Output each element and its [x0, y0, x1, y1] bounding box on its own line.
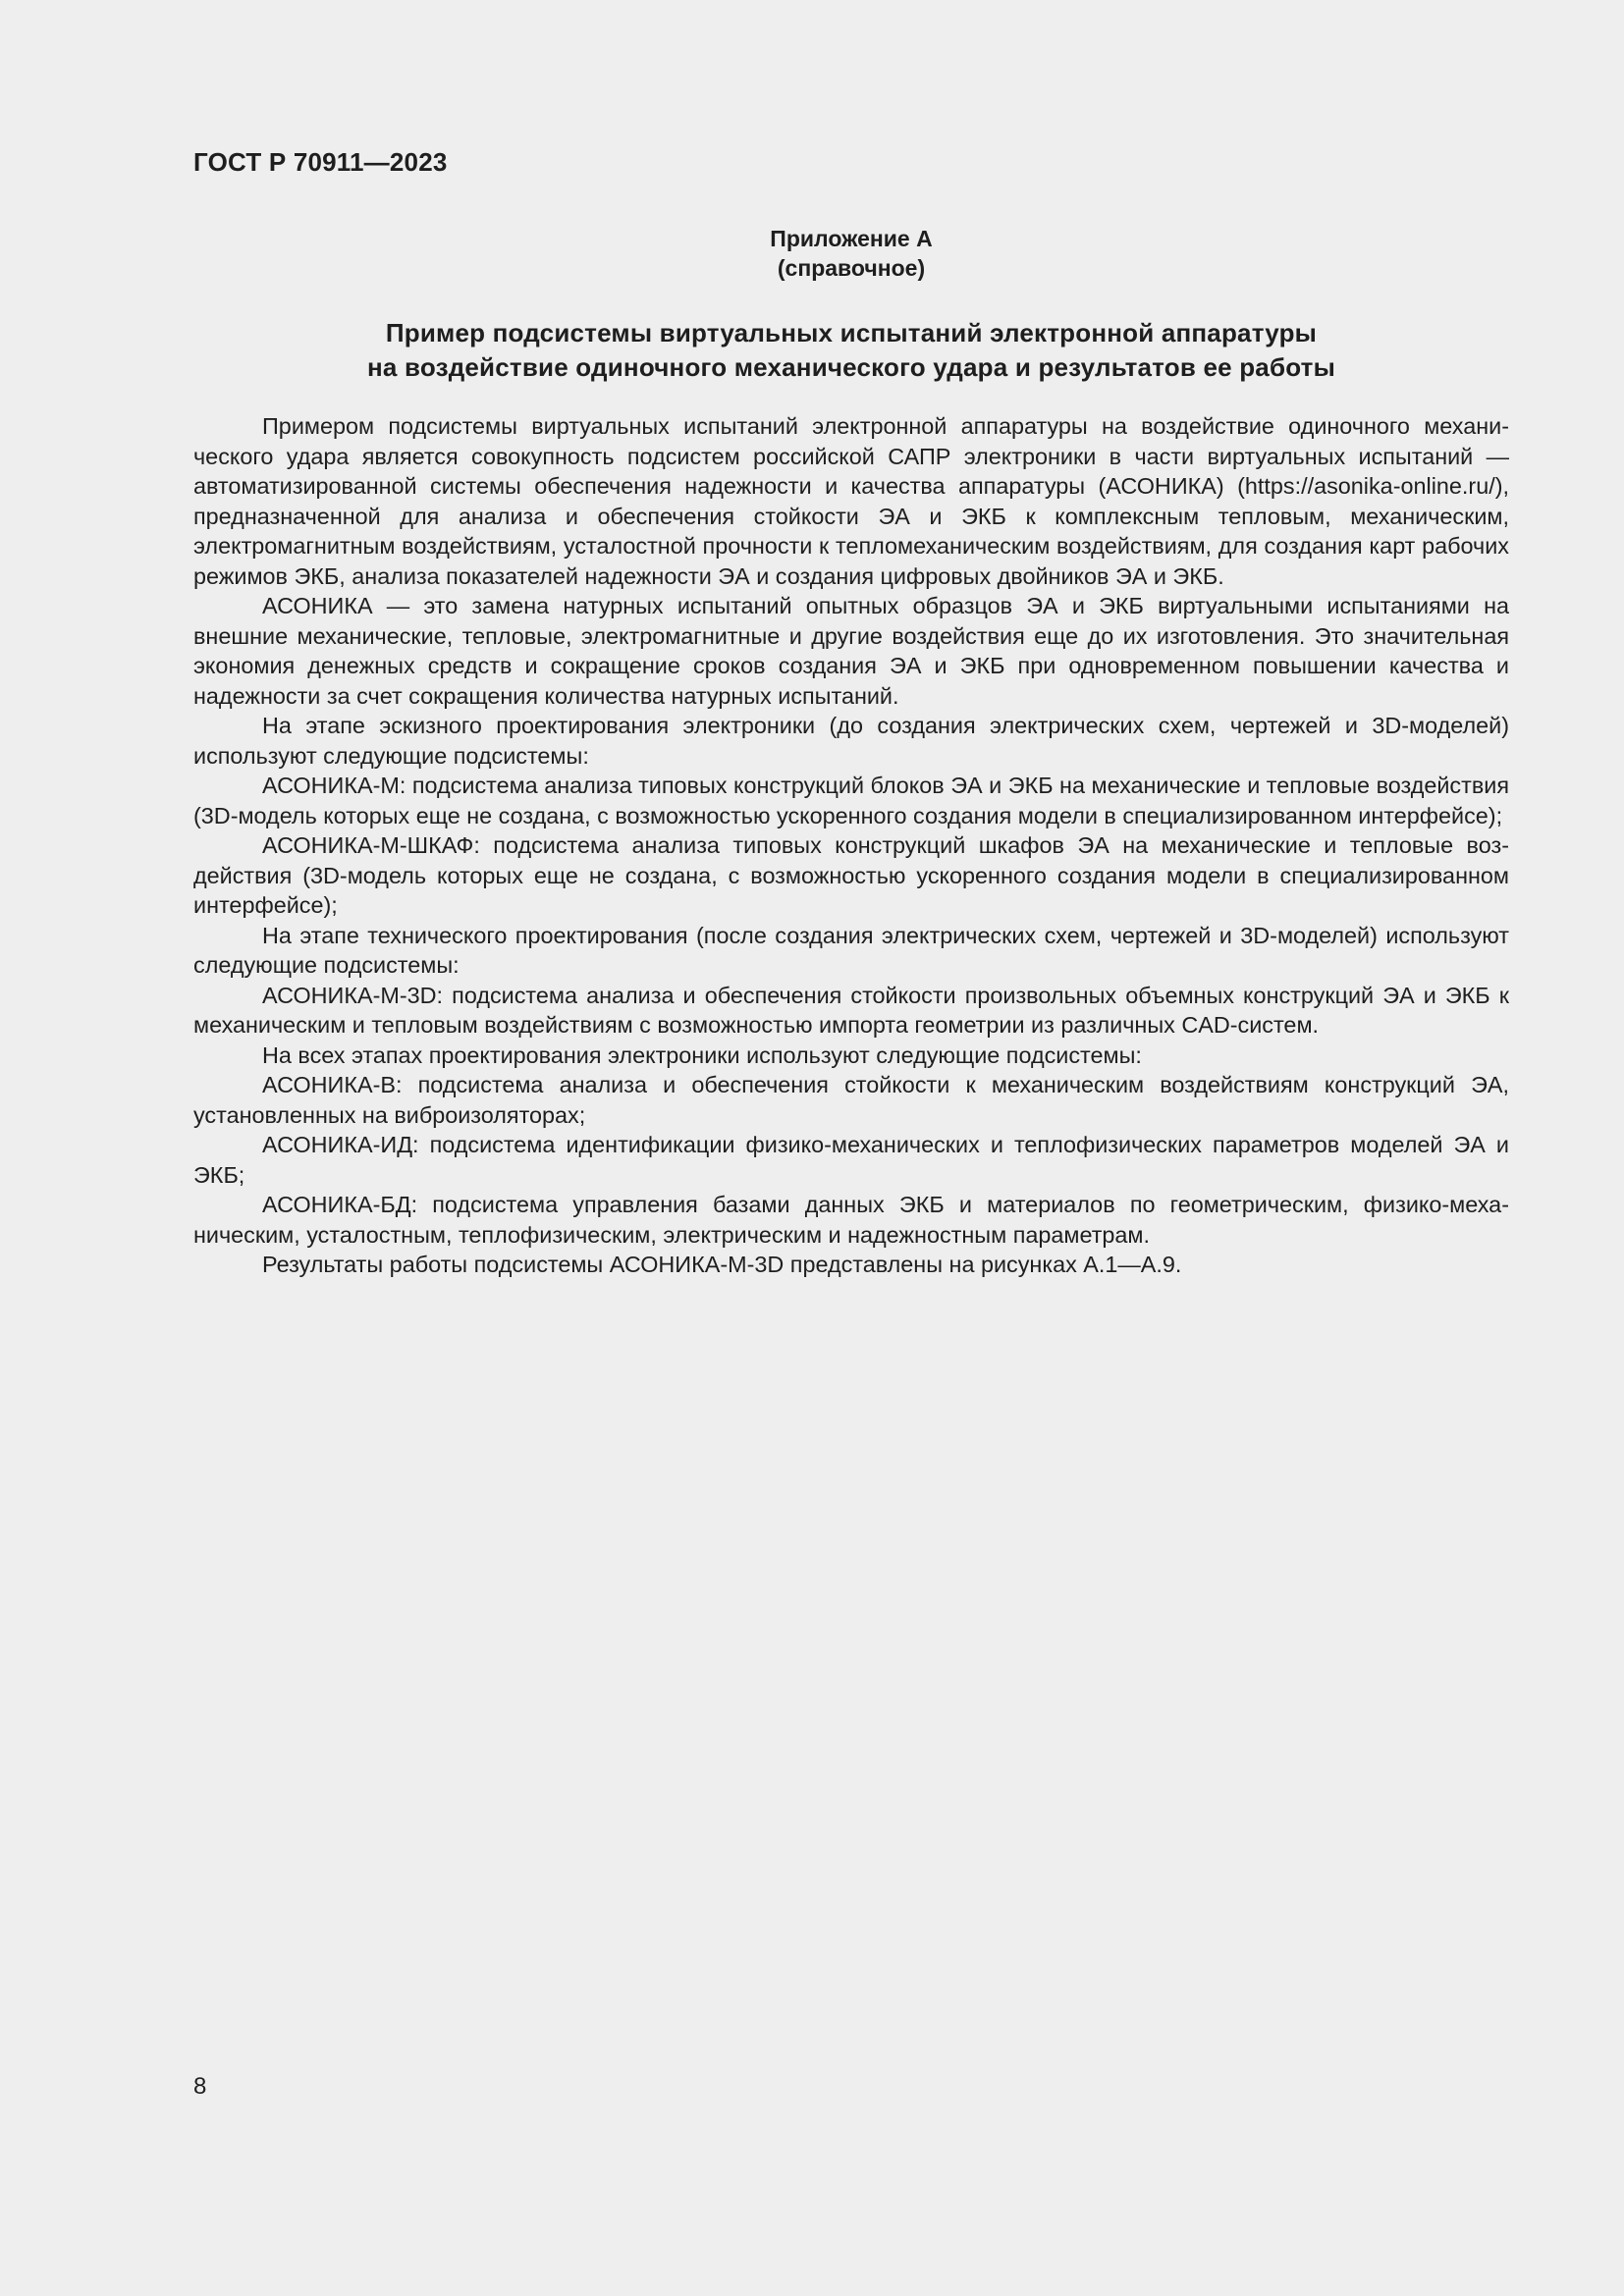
paragraph: АСОНИКА-ИД: подсистема идентификации физико-механических и теплофизических параметров моделей ЭА и ЭКБ;	[193, 1132, 1509, 1188]
paragraph: АСОНИКА — это замена натурных испытаний опытных образцов ЭА и ЭКБ виртуальными испытаниями на внешние механические, тепловые, электромагнитные и другие воздействия еще до их изготовления. Это значительная экономия денежных средств и сокращение сроков создания ЭА и ЭКБ при одновременном повышении качества и надежности за счет сокращения количества натурных испытаний.	[193, 593, 1509, 709]
annex-title-line-1: Пример подсистемы виртуальных испытаний электронной аппаратуры	[385, 318, 1318, 347]
paragraph: АСОНИКА-БД: подсистема управления базами данных ЭКБ и материалов по геометрическим, физико-механическим, усталостным, теплофизическим, электрическим и надежностным параметрам.	[193, 1192, 1509, 1248]
annex-type: (справочное)	[777, 255, 926, 281]
paragraph: На этапе эскизного проектирования электроники (до создания электрических схем, чертежей и 3D-моделей) используют следующие подсистемы:	[193, 713, 1509, 769]
paragraph: Результаты работы подсистемы АСОНИКА-М-3D представлены на рисунках А.1—А.9.	[262, 1252, 1182, 1277]
annex-title-line-2: на воздействие одиночного механического удара и результатов ее работы	[367, 352, 1335, 382]
body-text	[193, 411, 1509, 1280]
annex-title	[193, 316, 1509, 385]
annex-heading	[193, 224, 1509, 283]
annex-label: Приложение А	[770, 226, 933, 251]
paragraph: Примером подсистемы виртуальных испытаний электронной аппаратуры на воздействие одиночного механического удара является совокупность подсистем российской САПР электроники в части виртуальных испытаний — автоматизированной системы обеспечения надежности и качества аппаратуры (АСОНИКА) (https://asonika-online.ru/), предназначенной для анализа и обеспечения стойкости ЭА и ЭКБ к комплексным тепловым, механическим, электромагнитным воздействиям, усталостной прочности к тепломеханическим воздействиям, для создания карт рабочих режимов ЭКБ, анализа показателей надежности ЭА и создания цифровых двойников ЭА и ЭКБ.	[193, 413, 1509, 589]
document-standard-id: ГОСТ Р 70911—2023	[193, 147, 448, 177]
paragraph: На этапе технического проектирования (после создания электрических схем, чертежей и 3D-моделей) используют следующие подсистемы:	[193, 922, 1509, 978]
paragraph: На всех этапах проектирования электроники используют следующие подсистемы:	[262, 1041, 1142, 1068]
paragraph: АСОНИКА-В: подсистема анализа и обеспечения стойкости к механическим воздействиям конструкций ЭА, установленных на виброизоляторах;	[193, 1072, 1509, 1128]
paragraph: АСОНИКА-М-3D: подсистема анализа и обеспечения стойкости произвольных объемных конструкций ЭА и ЭКБ к механическим и тепловым воздействиям с возможностью импорта геометрии из различных CAD-систем.	[193, 982, 1509, 1038]
paragraph: АСОНИКА-М: подсистема анализа типовых конструкций блоков ЭА и ЭКБ на механические и тепловые воздействия (3D-модель которых еще не создана, с возможностью ускоренного создания модели в специализированном интерфейсе);	[193, 773, 1509, 828]
paragraph: АСОНИКА-М-ШКАФ: подсистема анализа типовых конструкций шкафов ЭА на механические и тепловые воздействия (3D-модель которых еще не создана, с возможностью ускоренного создания модели в специализированном интерфейсе);	[193, 832, 1509, 918]
page-number: 8	[193, 2073, 207, 2100]
